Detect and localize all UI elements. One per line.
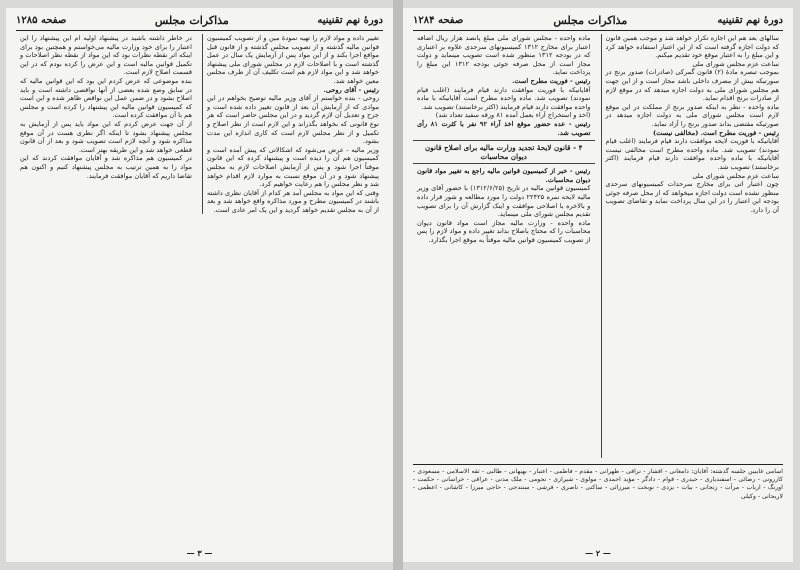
paragraph: بنده موضوعی که عرض کردم این بود که این قوانین مالیه که در سابق وضع شده بعضی از آنها نواقصی داشته است و باید اصلاح بشود و در ضمن عمل این نواقص ظاهر شده و این است که کمیسیون قوانین مالیه این پیشنهاد را کرده است و مجلس هم با آن موافقت کرده است. xyxy=(20,76,192,120)
page-header xyxy=(413,12,783,28)
left-page xyxy=(6,8,393,562)
paragraph: تغییر داده و مواد لازم را تهیه نمودهٔ مین و از تصویب کمیسیون قوانین مالیه گذشته و از تصویب مجلس گذشته و از قانون قبل مواقع اجرا بکند و از این مواد پس از آزمایش یک سال در عمل گذشته است و با اصلاحات لازم در مجلس شورای ملی پیشنهاد خواهد شد و این مواد لازم هم است تکلیف آن از طرف مجلس معین خواهد شد. xyxy=(207,34,379,85)
header-divider xyxy=(413,30,783,31)
column-right xyxy=(601,34,784,458)
paragraph: در خاطر داشته باشید در پیشنهاد اولیه ام این پیشنهاد را این اعتبار را برای خود وزارت مالیه می‌خواستم و همچنین بود برای اینکه اثر نقطه نظرات بود که این مواد از نقطه نظر اصلاحات و تکمیل قوانین مالیه است و این عرض را کرده بودم که در این قسمت اصلاح لازم است. xyxy=(20,34,192,77)
paragraph: ماده واحده - وزارت مالیه مجاز است مواد قانون دیوان محاسبات را که محتاج باصلاح بداند تغییر داده و مواد لازم را پس از تصویب کمیسیون قوانین مالیه موقتاً به موقع اجرا بگذارد. xyxy=(417,218,591,244)
speaker-line: رئیس - فوریت مطرح است. (مخالفی نیست) xyxy=(653,128,779,137)
right-page xyxy=(403,8,793,562)
header-divider xyxy=(16,30,383,31)
page-number: — ۳ — xyxy=(186,548,213,558)
absentees-footnote: اسامی غایبین جلسه گذشته: آقایان: دامغانی - افشار - نراقی - طهرانی - مقدم - فاطمی - اعتبار - بهبهانی - طالبی - ثقه الاسلامی - مسعودی - کازرونی - رضائی - اسفندیاری - حیدری - قوام - دادگر - مؤید احمدی - مولوی - شیرازی - نجومی - ملک مدنی - عراقی - خراسانی - حکمت - اورنگ - ارباب - مرآت - زنجانی - بیات - یزدی - نوبخت - میرزائی - ساکنی - ناصری - فرشی - سنندجی - حاجی میرزا - کاشانی - اعظمی - لاریجانی - وکیلی xyxy=(413,468,783,500)
paragraph: وزیر مالیه - عرض می‌شود که اشکالاتی که پیش آمده است و کمیسیون هم آن را دیده است و پیشنهاد کرده که این قانون موقتاً اجرا شود و پس از آزمایش اصلاحات لازم به مجلس پیشنهاد شود و در آن موقع نسبت به موارد لازم اقدام خواهد شد و نظر مجلس را هم رعایت خواهیم کرد. xyxy=(207,145,379,189)
speaker-line: رئیس - عده حضور موقع اخذ آراء ۹۲ نفر با کثرت ۸۱ رأی تصویب شد. xyxy=(417,119,591,137)
paragraph: چون اعتبار اتی برای مخارج سرحدات کمیسیونهای سرحدی منظور نشده است دولت اجازه میخواهد که از محل صرفه جوئی بودجه این اعتبار را در این سال پرداخت نماید و تقاضای تصویب آن را دارد. xyxy=(605,180,779,214)
page-label: صفحه ۱۲۸۵ xyxy=(16,14,67,26)
paragraph: ماده واحده - نظر به اینکه صدور برنج از مملکت در این موقع لازم است مجلس شورای ملی به دولت اجازه میدهد در صورتیکه مقتضی بداند صدور برنج را آزاد نماید. xyxy=(605,102,779,128)
speaker-line: رئیس - فوریت مطرح است. xyxy=(512,76,591,85)
paragraph: ساعت عزم مجلس شورای ملی xyxy=(692,171,779,180)
page-title: مذاکرات مجلس xyxy=(553,13,628,27)
paragraph: آقایانیکه با فوریت موافقت دارند قیام فرمایند (اغلب قیام نمودند) تصویب شد. ماده واحده مطرح است آقایانیکه با ماده واحده موافقت دارند قیام فرمایند (اکثر برخاستند) تصویب شد. xyxy=(417,85,591,111)
paragraph: ماده واحده - مجلس شورای ملی مبلغ پانصد هزار ریال اضافه اعتبار برای مخارج ۱۳۱۲ کمیسیونهای سرحدی علاوه بر اعتباری که در بودجه ۱۳۱۲ منظور شده است تصویب مینماید و دولت مجاز است از محل صرفه جوئی بودجه ۱۳۱۲ این مبلغ را پرداخت نماید. xyxy=(417,34,591,77)
page-number: — ۲ — xyxy=(585,548,611,558)
text-columns xyxy=(16,34,383,214)
speaker-line: رئیس - آقای روحی. xyxy=(323,85,379,94)
page-header xyxy=(16,12,383,28)
column-right xyxy=(202,34,383,214)
session-label: دورهٔ نهم تقنینیه xyxy=(317,14,383,26)
page-label: صفحه ۱۲۸۴ xyxy=(413,14,464,26)
paragraph: آقایانیکه با فوریت لایحه موافقت دارند قیام فرمایند (اغلب قیام نمودند) تصویب شد. ماده واحده مطرح است مخالفی نیست آقایانیکه با ماده واحده موافقت دارند قیام فرمایند (اکثر برخاستند) تصویب شد. xyxy=(605,137,779,171)
column-left xyxy=(413,34,595,458)
session-label: دورهٔ نهم تقنینیه xyxy=(717,14,783,26)
column-left xyxy=(16,34,196,214)
text-columns xyxy=(413,34,783,458)
paragraph: ساعت عزم مجلس شورای ملی xyxy=(692,59,779,68)
paragraph: سالهای بعد هم این اجازه تکرار خواهد شد و موجب همین قانون که دولت اجازه گرفته است که از این اعتبار استفاده خواهد کرد و این مبلغ را به اعتبار موقع خود تقدیم میکنم. xyxy=(605,34,779,60)
paragraph: (اخذ و استخراج آراء بعمل آمده ۸۱ ورقه سفید تعداد شد) xyxy=(435,111,591,120)
speaker-line: رئیس - خبر از کمیسیون قوانین مالیه راجع به تغییر مواد قانون دیوان محاسبات. xyxy=(417,167,591,184)
section-heading: ۴ - قانون لایحهٔ تجدید وزارت مالیه برای اصلاح قانون دیوان محاسبات xyxy=(413,140,595,164)
paragraph: از آن جهت عرض کردم که این مواد باید پس از آزمایش به مجلس پیشنهاد بشود تا اینکه اگر نظری هست در آن موقع مذاکره شود و آنچه لازم است تصویب شود و بعد از آن قانون قطعی خواهد شد و این طریقه بهتر است. xyxy=(20,119,192,154)
footnote-divider xyxy=(413,464,783,465)
paragraph: کمیسیون قوانین مالیه در تاریخ (۱۳۱۲/۶/۲۵) با حضور آقای وزیر مالیه لایحه نمره ۲۲۴۲۵ دولت را مورد مطالعه و شور قرار داده و بالاخره با اصلاحی موافقت و اینک گزارش آن را برای تصویب تقدیم مجلس شورای ملی مینماید. xyxy=(417,184,591,219)
paragraph: بموجب تبصره مادهٔ (۲) قانون گمرکی (صادرات) صدور برنج در سورتیکه بیش از مصرف داخلی باشد مجاز است و از این جهت هم مجلس شورای ملی به دولت اجازه میدهد که در موقع لازم از صادرات برنج اقدام نماید. xyxy=(605,68,779,103)
book-gutter xyxy=(393,0,403,570)
paragraph: روحی - بنده خواستم از آقای وزیر مالیه توضیح بخواهم در این موادی که از آزمایش آن بعد از قانون تغییر داده شده است و جرح و تعدیل آن لازم گردید و در این مجلس حاضر است که هر نوع قانونی که بخواهد بگذراند و این لازم است از نظر اصلاح و تکمیل و از نظر مجلس لازم است که کاری اندازه این مدت بشود. xyxy=(207,94,379,146)
page-title: مذاکرات مجلس xyxy=(154,13,229,27)
paragraph: وقتی که این مواد به مجلس آمد هر کدام از آقایان نظری داشته باشند در کمیسیون مطرح و مورد مذاکره واقع خواهد شد و بعد از آن به مجلس تقدیم خواهد گردید و این یک امر عادی است. xyxy=(207,188,379,214)
paragraph: در کمیسیون هم مذاکره شد و آقایان موافقت کردند که این مواد را به همین ترتیب به مجلس پیشنهاد کنیم و اکنون هم تقاضا داریم که آقایان موافقت فرمایند. xyxy=(20,154,192,180)
